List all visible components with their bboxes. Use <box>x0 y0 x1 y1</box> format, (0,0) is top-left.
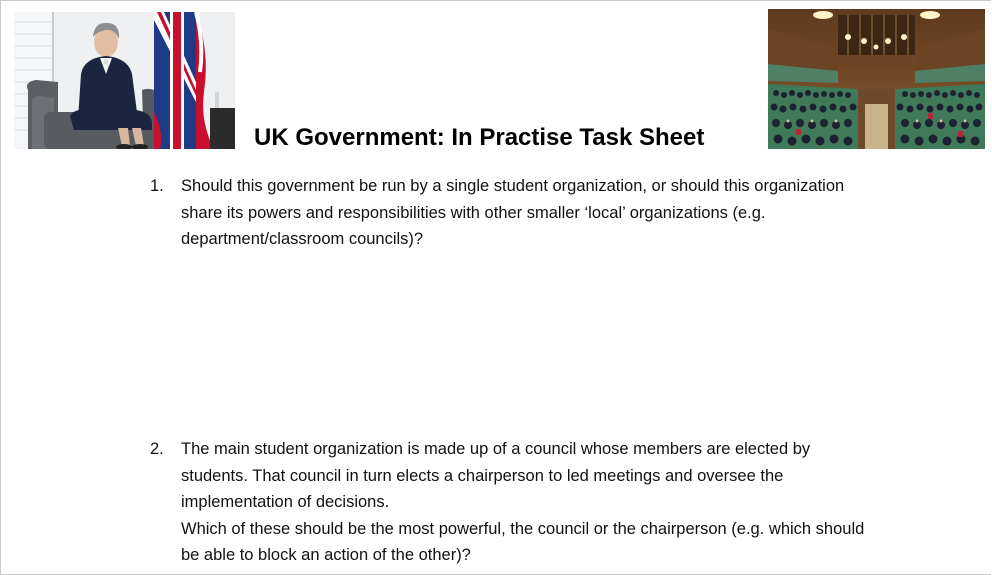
question-paragraph: Which of these should be the most powerful, the council or the chairperson (e.g. which should be able to block an action of the other)? <box>181 519 865 564</box>
house-of-commons-photo <box>768 9 985 149</box>
question-item <box>150 436 870 569</box>
question-number: 2. <box>150 440 164 458</box>
question-item <box>150 173 870 253</box>
parliament-chamber-icon <box>768 9 985 149</box>
question-text <box>181 173 870 253</box>
prime-minister-photo <box>14 12 235 149</box>
page-title: UK Government: In Practise Task Sheet <box>254 124 705 151</box>
question-paragraph: The main student organization is made up of a council whose members are elected by students. That council in turn elects a chairperson to led meetings and oversee the implementation of decisions. <box>181 440 811 511</box>
question-text <box>181 436 870 569</box>
question-number: 1. <box>150 177 164 195</box>
portrait-flag-icon <box>14 12 235 149</box>
question-paragraph: Should this government be run by a single student organization, or should this organization share its powers and responsibilities with other smaller ‘local’ organizations (e.g. department/classroom councils)? <box>181 177 845 248</box>
